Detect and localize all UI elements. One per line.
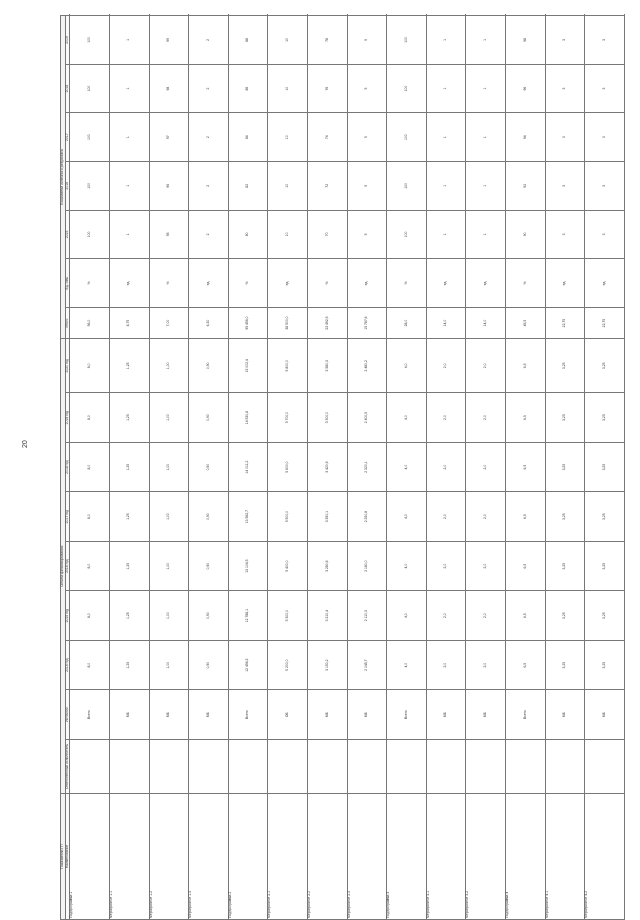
table-cell: 2,0 xyxy=(426,640,466,690)
table-row xyxy=(70,16,110,920)
table-cell: 1 xyxy=(109,210,149,259)
table-cell: МБ xyxy=(189,690,229,740)
table-cell: 14 530,8 xyxy=(228,393,268,443)
table-cell: 12 456,3 xyxy=(228,640,268,690)
table-cell: МБ xyxy=(426,690,466,740)
table-cell: 2,0 xyxy=(426,442,466,492)
table-cell: 2 400,5 xyxy=(347,393,387,443)
table-cell: 5 300,0 xyxy=(268,591,308,641)
table-cell: 76 xyxy=(307,64,347,113)
table-cell xyxy=(149,739,189,793)
table-cell: 3,25 xyxy=(585,339,625,393)
table-cell: % xyxy=(149,259,189,308)
table-cell: МБ xyxy=(109,690,149,740)
table-row xyxy=(268,16,308,920)
data-table xyxy=(60,15,625,920)
table-cell xyxy=(268,16,308,65)
table-cell: 2,0 xyxy=(466,591,506,641)
table-cell xyxy=(387,739,427,793)
table-cell xyxy=(545,739,585,793)
row-name-cell: Мероприятие 1.1 xyxy=(109,793,149,919)
table-cell: 80 xyxy=(228,210,268,259)
table-cell: 100 xyxy=(70,16,110,65)
table-row xyxy=(506,16,546,920)
table-cell xyxy=(545,16,585,65)
table-cell: 2,0 xyxy=(466,541,506,591)
table-cell: 78 xyxy=(307,16,347,65)
table-cell: 1 xyxy=(466,210,506,259)
table-cell: 2,0 xyxy=(426,393,466,443)
column-header: Наименование xyxy=(65,793,70,919)
table-cell: ед. xyxy=(585,259,625,308)
table-cell: 5 xyxy=(347,64,387,113)
table-cell: 100 xyxy=(387,64,427,113)
table-cell: 2 110,3 xyxy=(347,591,387,641)
table-cell: 2,0 xyxy=(466,492,506,542)
table-cell xyxy=(347,16,387,65)
table-cell: 82 xyxy=(228,161,268,210)
table-cell: 8,0 xyxy=(70,541,110,591)
table-cell xyxy=(109,739,149,793)
row-name-cell: Подпрограмма 2 xyxy=(228,793,268,919)
table-cell: % xyxy=(387,259,427,308)
group-header-cell: Объем финансирования xyxy=(61,339,66,794)
table-cell: 23 492,5 xyxy=(307,307,347,339)
table-cell: 6,5 xyxy=(506,393,546,443)
table-cell: % xyxy=(70,259,110,308)
table-cell: % xyxy=(228,259,268,308)
table-cell: 4,0 xyxy=(387,393,427,443)
column-header: Ответственный исполнитель xyxy=(65,739,70,793)
table-row xyxy=(387,16,427,920)
table-cell: 8,0 xyxy=(70,442,110,492)
table-cell: МБ xyxy=(545,690,585,740)
table-cell: 1 xyxy=(466,113,506,162)
table-cell: 88 xyxy=(228,16,268,65)
table-cell: 3,25 xyxy=(545,591,585,641)
table-cell: 4,0 xyxy=(387,640,427,690)
column-header: 2019 xyxy=(65,16,70,65)
row-name-cell: Мероприятие 2.3 xyxy=(347,793,387,919)
table-cell: 100 xyxy=(70,113,110,162)
table-cell: 1 xyxy=(426,64,466,113)
table-cell xyxy=(347,739,387,793)
table-cell xyxy=(189,739,229,793)
table-cell: 2,0 xyxy=(466,339,506,393)
table-cell: 13 104,5 xyxy=(228,541,268,591)
table-cell: 3 xyxy=(545,161,585,210)
column-header: 2015 год xyxy=(65,591,70,641)
group-header-cell: Показатели конечного результата xyxy=(61,16,66,339)
table-cell: 10 xyxy=(268,210,308,259)
table-cell: 10 xyxy=(268,113,308,162)
table-cell: 2 250,8 xyxy=(347,492,387,542)
table-cell: 3 xyxy=(545,113,585,162)
row-name-cell: Мероприятие 2.1 xyxy=(268,793,308,919)
column-header: 2016 xyxy=(65,161,70,210)
table-cell: 22,75 xyxy=(545,307,585,339)
table-cell: 8,75 xyxy=(109,307,149,339)
table-cell: 0,90 xyxy=(189,492,229,542)
table-cell: 5 xyxy=(347,210,387,259)
table-cell: 1,25 xyxy=(109,640,149,690)
table-cell: % xyxy=(506,259,546,308)
table-cell: 3 xyxy=(545,210,585,259)
table-cell xyxy=(228,739,268,793)
table-cell: ед. xyxy=(347,259,387,308)
table-cell: 5 600,0 xyxy=(268,442,308,492)
table-cell: 3 350,1 xyxy=(307,492,347,542)
table-cell: МБ xyxy=(149,690,189,740)
table-cell: 2 480,2 xyxy=(347,339,387,393)
table-cell: 3 xyxy=(585,113,625,162)
table-cell: ед. xyxy=(545,259,585,308)
table-cell: 6,5 xyxy=(506,442,546,492)
table-cell: 22,75 xyxy=(585,307,625,339)
table-cell: 2 xyxy=(189,210,229,259)
table-cell: 3 420,9 xyxy=(307,442,347,492)
row-name-cell: Мероприятие 4.2 xyxy=(585,793,625,919)
table-cell: Всего xyxy=(387,690,427,740)
table-cell: МБ xyxy=(585,690,625,740)
table-cell: 1,25 xyxy=(109,541,149,591)
table-cell: 2 320,1 xyxy=(347,442,387,492)
table-cell: 0,90 xyxy=(189,640,229,690)
table-cell: 99 xyxy=(149,16,189,65)
table-cell: 2,0 xyxy=(466,442,506,492)
table-cell: 2,0 xyxy=(466,393,506,443)
table-cell: 1,00 xyxy=(149,640,189,690)
table-cell: 3 280,6 xyxy=(307,541,347,591)
table-cell: 15 002,4 xyxy=(228,339,268,393)
table-row xyxy=(545,16,585,920)
table-cell: % xyxy=(307,259,347,308)
table-cell: 12 788,1 xyxy=(228,591,268,641)
table-cell: 0,90 xyxy=(189,442,229,492)
table-cell: 96 xyxy=(506,64,546,113)
table-cell: 3,25 xyxy=(585,492,625,542)
table-cell: 4,0 xyxy=(387,339,427,393)
table-cell: 100 xyxy=(387,113,427,162)
group-header-cell: Показатели ГП xyxy=(61,793,66,919)
table-cell: 5 xyxy=(347,113,387,162)
table-cell: МБ xyxy=(347,690,387,740)
table-cell: ед. xyxy=(189,259,229,308)
table-cell: 1,25 xyxy=(109,492,149,542)
table-cell: 7,00 xyxy=(149,307,189,339)
table-cell: 90 xyxy=(506,210,546,259)
table-cell: 86 xyxy=(228,64,268,113)
column-header: Источник xyxy=(65,690,70,740)
table-cell: 1 xyxy=(426,161,466,210)
table-cell: 3 580,3 xyxy=(307,339,347,393)
table-cell xyxy=(426,16,466,65)
table-cell: 3 xyxy=(545,64,585,113)
table-cell: 2 xyxy=(189,113,229,162)
table-cell xyxy=(426,739,466,793)
row-name-cell: Подпрограмма 4 xyxy=(506,793,546,919)
column-header: 2015 xyxy=(65,210,70,259)
table-cell xyxy=(466,739,506,793)
table-cell: 3 150,2 xyxy=(307,640,347,690)
column-header: 2018 год xyxy=(65,442,70,492)
table-cell: 3 xyxy=(585,161,625,210)
table-cell: 4,0 xyxy=(387,492,427,542)
table-cell: 10 xyxy=(268,161,308,210)
table-cell: 2,0 xyxy=(426,541,466,591)
table-cell: 2 xyxy=(189,161,229,210)
table-cell: ед. xyxy=(466,259,506,308)
row-name-cell: Мероприятие 4.1 xyxy=(545,793,585,919)
table-cell: 100 xyxy=(70,161,110,210)
table-cell: 0,90 xyxy=(189,541,229,591)
table-cell: 5 200,0 xyxy=(268,640,308,690)
table-cell: 100 xyxy=(70,210,110,259)
table-cell: 3,25 xyxy=(545,393,585,443)
table-cell: 2,0 xyxy=(426,339,466,393)
table-cell: 45,5 xyxy=(506,307,546,339)
table-cell: 1,00 xyxy=(149,541,189,591)
table-cell: 5 800,0 xyxy=(268,339,308,393)
table-cell: 4,0 xyxy=(387,442,427,492)
table-cell: 8,0 xyxy=(70,591,110,641)
table-cell: 8,0 xyxy=(70,393,110,443)
table-cell: 5 500,0 xyxy=(268,492,308,542)
table-cell: 8,0 xyxy=(70,640,110,690)
table-cell: МБ xyxy=(307,690,347,740)
table-cell: 1,00 xyxy=(149,339,189,393)
table-cell: 1 xyxy=(426,113,466,162)
table-cell: 2 045,7 xyxy=(347,640,387,690)
table-cell: 1 xyxy=(109,64,149,113)
row-name-cell: Подпрограмма 1 xyxy=(70,793,110,919)
table-cell: 1,00 xyxy=(149,442,189,492)
table-cell: 3,25 xyxy=(545,492,585,542)
table-cell: 10 xyxy=(268,64,308,113)
table-cell: 2,0 xyxy=(466,640,506,690)
table-cell xyxy=(307,739,347,793)
column-header: 2016 год xyxy=(65,541,70,591)
table-cell: 2 180,0 xyxy=(347,541,387,591)
table-cell: 4,0 xyxy=(387,591,427,641)
table-cell: 74 xyxy=(307,113,347,162)
row-name-cell: Мероприятие 3.2 xyxy=(466,793,506,919)
table-cell: 14,0 xyxy=(426,307,466,339)
table-cell: 100 xyxy=(387,161,427,210)
table-cell: 0,90 xyxy=(189,591,229,641)
table-cell: 3,25 xyxy=(545,339,585,393)
row-name-cell: Мероприятие 1.3 xyxy=(189,793,229,919)
table-cell: 97 xyxy=(149,113,189,162)
table-cell: Всего xyxy=(228,690,268,740)
table-cell: 6,5 xyxy=(506,591,546,641)
table-body xyxy=(70,16,625,920)
table-cell: 3 210,4 xyxy=(307,591,347,641)
table-cell: 98 xyxy=(149,64,189,113)
table-cell: 94 xyxy=(506,113,546,162)
row-name-cell: Мероприятие 1.2 xyxy=(149,793,189,919)
table-row xyxy=(585,16,625,920)
table-cell: 3 xyxy=(585,210,625,259)
table-cell: 6,5 xyxy=(506,640,546,690)
table-cell: 100 xyxy=(387,210,427,259)
table-cell xyxy=(189,16,229,65)
table-cell: 4,0 xyxy=(387,541,427,591)
row-name-cell: Мероприятие 3.1 xyxy=(426,793,466,919)
rotated-table-sheet xyxy=(60,15,625,920)
table-cell: 2,0 xyxy=(426,591,466,641)
table-cell: 1,25 xyxy=(109,339,149,393)
table-cell: 3 500,0 xyxy=(307,393,347,443)
table-cell: 92 xyxy=(506,161,546,210)
table-cell: 1,25 xyxy=(109,591,149,641)
table-cell xyxy=(506,739,546,793)
page-number: 20 xyxy=(22,440,29,448)
row-name-cell: Подпрограмма 3 xyxy=(387,793,427,919)
table-cell: 72 xyxy=(307,161,347,210)
table-cell: 6,5 xyxy=(506,492,546,542)
table-cell: 56,0 xyxy=(70,307,110,339)
table-cell: 5 700,0 xyxy=(268,393,308,443)
table-cell: 1,00 xyxy=(149,591,189,641)
table-cell xyxy=(268,739,308,793)
table-cell: 1 xyxy=(466,16,506,65)
table-cell: 38 500,0 xyxy=(268,307,308,339)
table-cell: 28,0 xyxy=(387,307,427,339)
table-cell: ед. xyxy=(268,259,308,308)
table-cell xyxy=(70,739,110,793)
table-cell: 8,0 xyxy=(70,339,110,393)
table-cell: 95 xyxy=(149,210,189,259)
table-cell: 5 400,0 xyxy=(268,541,308,591)
table-cell: 84 xyxy=(228,113,268,162)
table-cell: 3,25 xyxy=(585,591,625,641)
column-header: 2018 xyxy=(65,64,70,113)
table-cell: 98 xyxy=(506,16,546,65)
table-cell: 1 xyxy=(466,64,506,113)
table-cell: 1 xyxy=(466,161,506,210)
table-cell: 0,90 xyxy=(189,339,229,393)
table-cell: 70 xyxy=(307,210,347,259)
table-cell: 1 xyxy=(426,210,466,259)
row-name-cell: Мероприятие 2.2 xyxy=(307,793,347,919)
table-cell: 3,25 xyxy=(585,442,625,492)
table-row xyxy=(347,16,387,920)
table-cell: 6,30 xyxy=(189,307,229,339)
column-header: Ед. изм. xyxy=(65,259,70,308)
column-header: 2017 год xyxy=(65,492,70,542)
table-cell: 3,25 xyxy=(585,640,625,690)
table-row xyxy=(109,16,149,920)
table-cell: 3,25 xyxy=(585,393,625,443)
table-cell: 14 011,2 xyxy=(228,442,268,492)
table-cell: 5 xyxy=(347,161,387,210)
table-row xyxy=(189,16,229,920)
table-row xyxy=(466,16,506,920)
table-cell: 1 xyxy=(109,113,149,162)
table-cell: Всего xyxy=(506,690,546,740)
table-cell: 14,0 xyxy=(466,307,506,339)
table-cell: 1,00 xyxy=(149,393,189,443)
table-cell: 15 787,6 xyxy=(347,307,387,339)
table-cell: Всего xyxy=(70,690,110,740)
table-cell: 100 xyxy=(387,16,427,65)
table-cell: 3 xyxy=(585,16,625,65)
table-cell: 1,00 xyxy=(149,492,189,542)
table-cell: 13 562,7 xyxy=(228,492,268,542)
table-cell: 96 xyxy=(149,161,189,210)
table-cell: 100 xyxy=(70,64,110,113)
column-header: 2017 xyxy=(65,113,70,162)
table-cell: 3,25 xyxy=(545,640,585,690)
table-cell xyxy=(585,739,625,793)
table-cell: ОБ xyxy=(268,690,308,740)
table-cell: 1,25 xyxy=(109,393,149,443)
table-cell: ед. xyxy=(426,259,466,308)
table-cell: 3 xyxy=(585,64,625,113)
column-header: Итого xyxy=(65,307,70,339)
table-cell: 0,90 xyxy=(189,393,229,443)
column-header: 2014 год xyxy=(65,640,70,690)
table-cell: 8,0 xyxy=(70,492,110,542)
table-row xyxy=(149,16,189,920)
table-cell: 3,25 xyxy=(545,442,585,492)
table-cell: МБ xyxy=(466,690,506,740)
column-header: 2020 год xyxy=(65,339,70,393)
table-cell: 1 xyxy=(109,161,149,210)
table-row xyxy=(307,16,347,920)
table-cell: 6,5 xyxy=(506,339,546,393)
table-cell: 95 456,0 xyxy=(228,307,268,339)
table-row xyxy=(228,16,268,920)
table-cell: 2 xyxy=(189,64,229,113)
column-header: 2019 год xyxy=(65,393,70,443)
table-cell: 2,0 xyxy=(426,492,466,542)
table-row xyxy=(426,16,466,920)
table-cell xyxy=(109,16,149,65)
table-cell: 3,25 xyxy=(585,541,625,591)
table-cell: ед. xyxy=(109,259,149,308)
table-cell: 3,25 xyxy=(545,541,585,591)
table-cell: 6,5 xyxy=(506,541,546,591)
table-cell: 1,25 xyxy=(109,442,149,492)
